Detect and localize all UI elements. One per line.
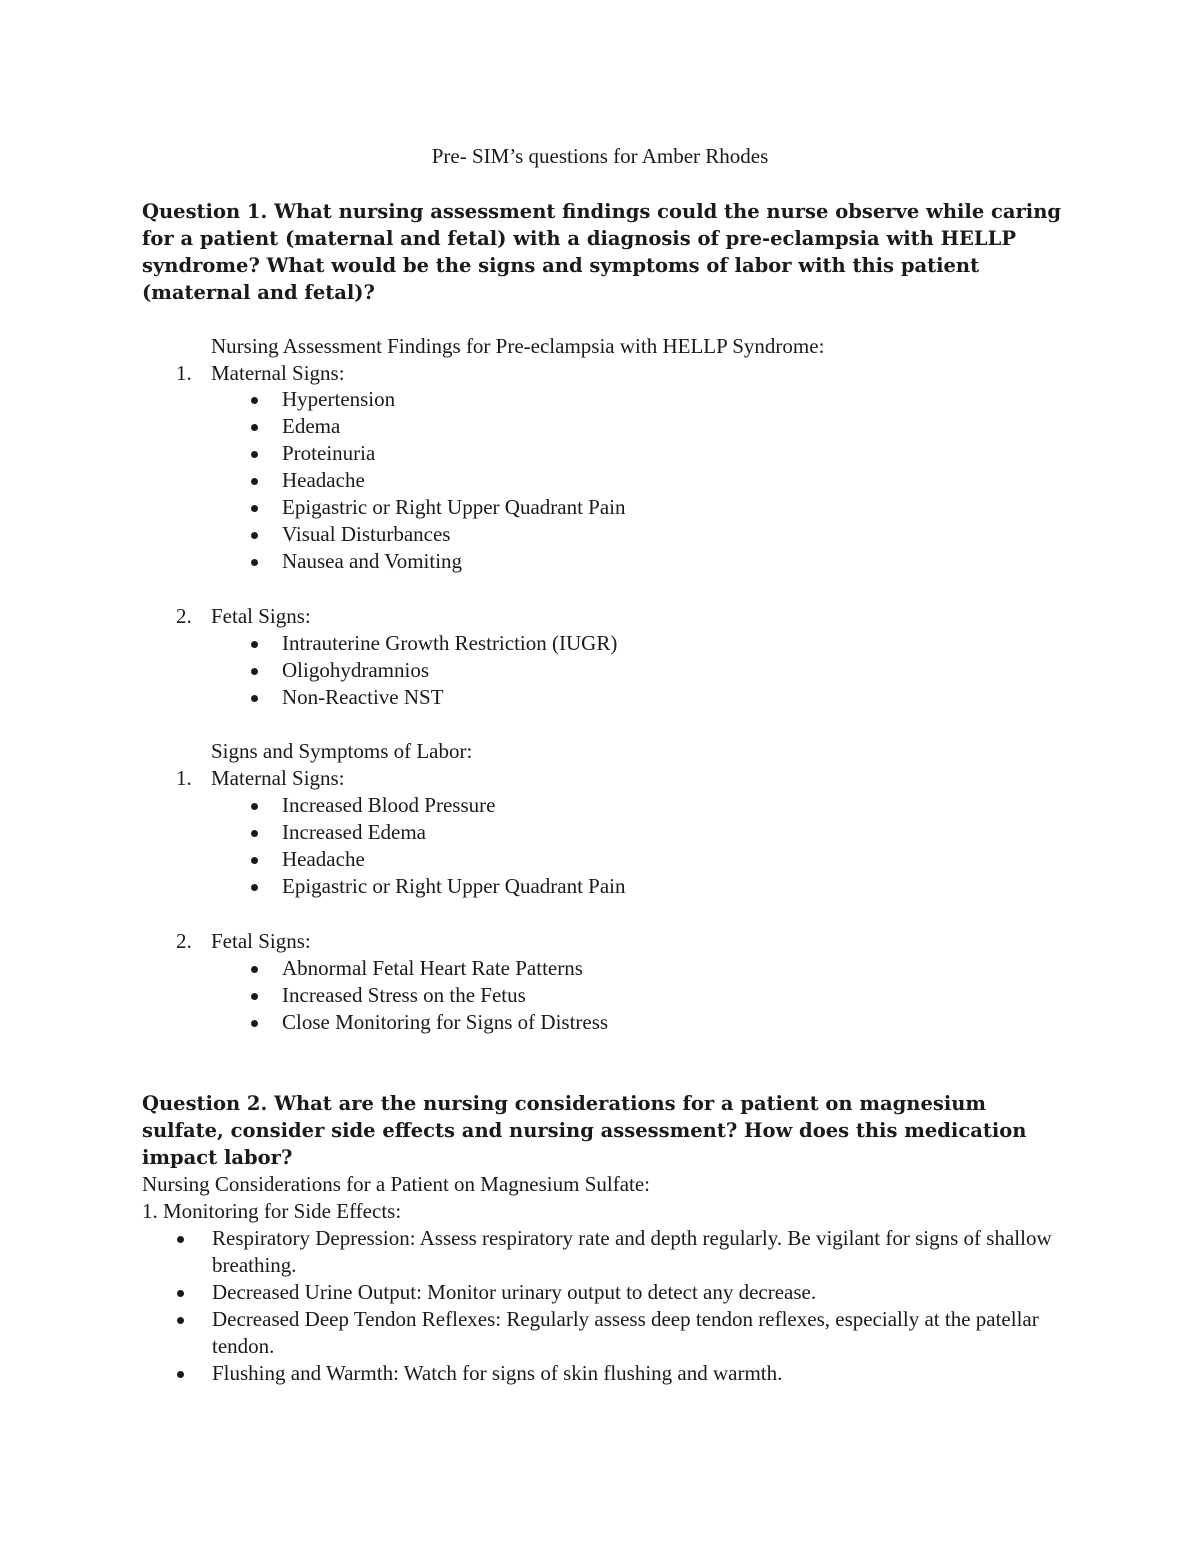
bullet-icon [251,559,258,566]
list-item-text: Decreased Deep Tendon Reflexes: Regularly assess deep tendon reflexes, especially at the patellar tendon. [212,1307,1039,1358]
list-item-text: Increased Blood Pressure [282,793,496,817]
bullet-icon [251,966,258,973]
bullet-icon [251,641,258,648]
list-item-text: Respiratory Depression: Assess respiratory rate and depth regularly. Be vigilant for signs of shallow breathing. [212,1226,1052,1277]
assessment-maternal-list [176,386,626,575]
list-item [176,873,626,900]
list-item-text: Visual Disturbances [282,522,451,546]
list-number: 1. [176,361,192,385]
bullet-icon [251,532,258,539]
bullet-icon [177,1317,184,1324]
assessment-fetal-list [176,630,617,711]
list-item-text: Epigastric or Right Upper Quadrant Pain [282,874,626,898]
bullet-icon [251,993,258,1000]
list-item [176,657,617,684]
list-item-text: Decreased Urine Output: Monitor urinary output to detect any decrease. [212,1280,817,1304]
bullet-icon [251,884,258,891]
question-2: Question 2. What are the nursing considerations for a patient on magnesium sulfate, consider side effects and nursing assessment? How does this medication impact labor? [142,1092,1027,1169]
bullet-icon [251,803,258,810]
list-item [176,521,626,548]
list-item-text: Oligohydramnios [282,658,429,682]
list-item-text: Non-Reactive NST [282,685,444,709]
list-item [176,548,626,575]
list-item [176,684,617,711]
list-item [142,1225,1057,1279]
list-item-text: Intrauterine Growth Restriction (IUGR) [282,631,618,655]
bullet-icon [251,1020,258,1027]
bullet-icon [251,397,258,404]
list-number: 1. [176,766,192,790]
list-item [176,819,626,846]
list-label: Maternal Signs: [211,766,345,790]
list-item-text: Increased Stress on the Fetus [282,983,526,1007]
list-item [176,386,626,413]
list-number: 2. [176,604,192,628]
bullet-icon [251,830,258,837]
list-item [176,1009,608,1036]
list-item [142,1306,1057,1360]
list-item [176,467,626,494]
list-item [176,792,626,819]
bullet-icon [251,668,258,675]
list-item-text: Abnormal Fetal Heart Rate Patterns [282,956,583,980]
list-item-text: Close Monitoring for Signs of Distress [282,1010,609,1034]
bullet-icon [177,1236,184,1243]
list-item [176,846,626,873]
list-item-text: Increased Edema [282,820,426,844]
labor-heading: Signs and Symptoms of Labor: [211,739,473,763]
magnesium-heading: Nursing Considerations for a Patient on Magnesium Sulfate: [142,1172,651,1196]
list-item-text: Edema [282,414,341,438]
bullet-icon [251,424,258,431]
list-label: Fetal Signs: [211,929,311,953]
list-item-text: Nausea and Vomiting [282,549,463,573]
list-item-text: Headache [282,468,365,492]
bullet-icon [177,1290,184,1297]
list-item [176,982,608,1009]
bullet-icon [251,695,258,702]
list-number: 2. [176,929,192,953]
list-item-text: Flushing and Warmth: Watch for signs of skin flushing and warmth. [212,1361,783,1385]
list-item-text: Epigastric or Right Upper Quadrant Pain [282,495,626,519]
list-label: Maternal Signs: [211,361,345,385]
list-item [142,1360,1057,1387]
list-item-text: Headache [282,847,365,871]
bullet-icon [251,451,258,458]
question-1: Question 1. What nursing assessment findings could the nurse observe while caring for a patient (maternal and fetal) with a diagnosis of pre-eclampsia with HELLP syndrome? What would be the signs and symptoms of labor with this patient (maternal and fetal)? [142,200,1062,304]
list-item [142,1279,1057,1306]
magnesium-side-effects-list [142,1225,1057,1387]
labor-maternal-list [176,792,626,900]
bullet-icon [251,478,258,485]
list-item-text: Proteinuria [282,441,376,465]
document-title: Pre- SIM’s questions for Amber Rhodes [431,144,769,168]
list-item [176,955,608,982]
list-item-text: Hypertension [282,387,396,411]
list-item [176,630,617,657]
list-label: Fetal Signs: [211,604,311,628]
bullet-icon [177,1371,184,1378]
list-item [176,440,626,467]
bullet-icon [251,505,258,512]
labor-fetal-list [176,955,608,1036]
bullet-icon [251,857,258,864]
list-item [176,494,626,521]
list-item [176,413,626,440]
magnesium-subheading: 1. Monitoring for Side Effects: [142,1199,402,1223]
assessment-heading: Nursing Assessment Findings for Pre-eclampsia with HELLP Syndrome: [211,334,825,358]
